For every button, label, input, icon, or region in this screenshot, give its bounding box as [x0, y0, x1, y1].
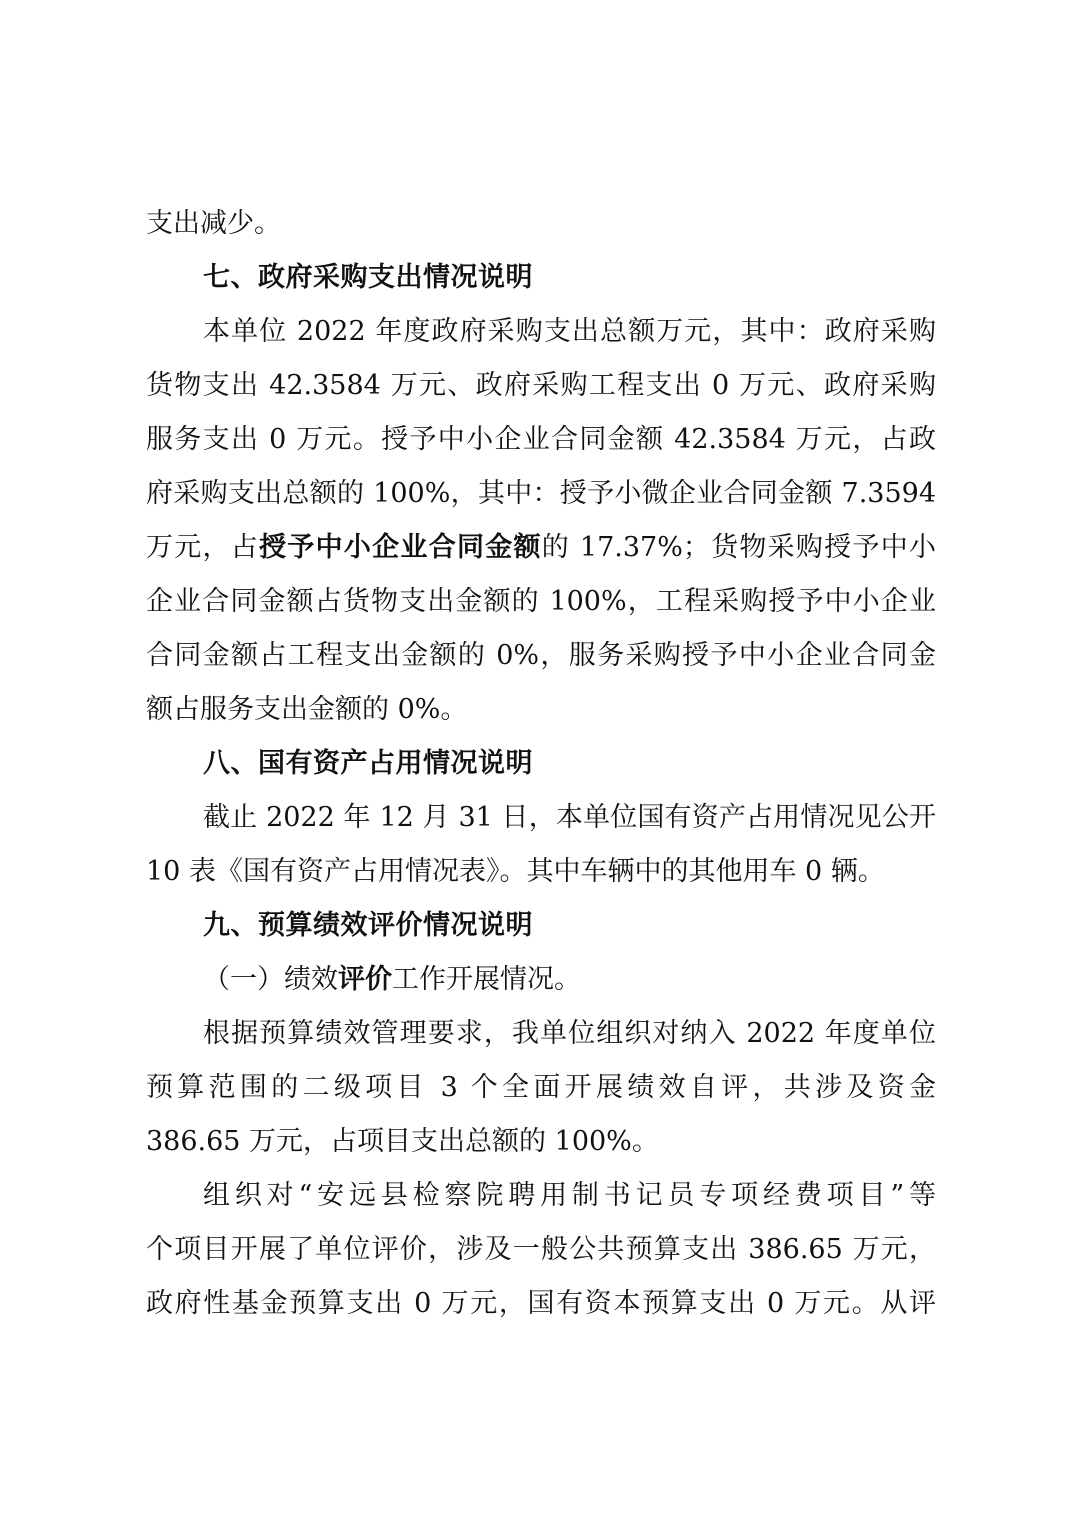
paragraph-line: 截止 2022 年 12 月 31 日，本单位国有资产占用情况见公开 — [203, 802, 936, 833]
text-run: 万元，占 — [146, 532, 260, 563]
paragraph-line: 企业合同金额占货物支出金额的 100%，工程采购授予中小企业 — [146, 586, 936, 617]
paragraph-line: 额占服务支出金额的 0%。 — [146, 694, 468, 725]
paragraph-line: 10 表《国有资产占用情况表》。其中车辆中的其他用车 0 辆。 — [146, 856, 885, 887]
section-heading-8: 八、国有资产占用情况说明 — [203, 748, 533, 779]
emphasized-text: 评价 — [338, 964, 392, 995]
paragraph-line: 合同金额占工程支出金额的 0%，服务采购授予中小企业合同金 — [146, 640, 936, 671]
text-run: 的 17.37%；货物采购授予中小 — [541, 532, 936, 563]
paragraph-line: 服务支出 0 万元。授予中小企业合同金额 42.3584 万元，占政 — [146, 424, 936, 455]
section-heading-9: 九、预算绩效评价情况说明 — [203, 910, 533, 941]
paragraph-line: 预算范围的二级项目 3 个全面开展绩效自评，共涉及资金 — [146, 1072, 936, 1103]
paragraph-line: 支出减少。 — [146, 208, 281, 239]
section-heading-7: 七、政府采购支出情况说明 — [203, 262, 533, 293]
subsection-heading — [203, 958, 936, 1002]
paragraph-line: 府采购支出总额的 100%，其中：授予小微企业合同金额 7.3594 — [146, 478, 936, 509]
paragraph-line — [146, 526, 936, 570]
text-run: （一）绩效 — [203, 964, 338, 995]
text-run: 工作开展情况。 — [392, 964, 581, 995]
paragraph-line: 政府性基金预算支出 0 万元，国有资本预算支出 0 万元。从评 — [146, 1288, 936, 1319]
paragraph-line: 根据预算绩效管理要求，我单位组织对纳入 2022 年度单位 — [203, 1018, 936, 1049]
paragraph-line: 个项目开展了单位评价，涉及一般公共预算支出 386.65 万元， — [146, 1234, 936, 1265]
paragraph-line: 本单位 2022 年度政府采购支出总额万元，其中：政府采购 — [203, 316, 936, 347]
paragraph-line: 组织对“安远县检察院聘用制书记员专项经费项目”等 — [203, 1180, 936, 1211]
paragraph-line: 386.65 万元，占项目支出总额的 100%。 — [146, 1126, 659, 1157]
emphasized-text: 授予中小企业合同金额 — [259, 532, 542, 563]
paragraph-line: 货物支出 42.3584 万元、政府采购工程支出 0 万元、政府采购 — [146, 370, 936, 401]
